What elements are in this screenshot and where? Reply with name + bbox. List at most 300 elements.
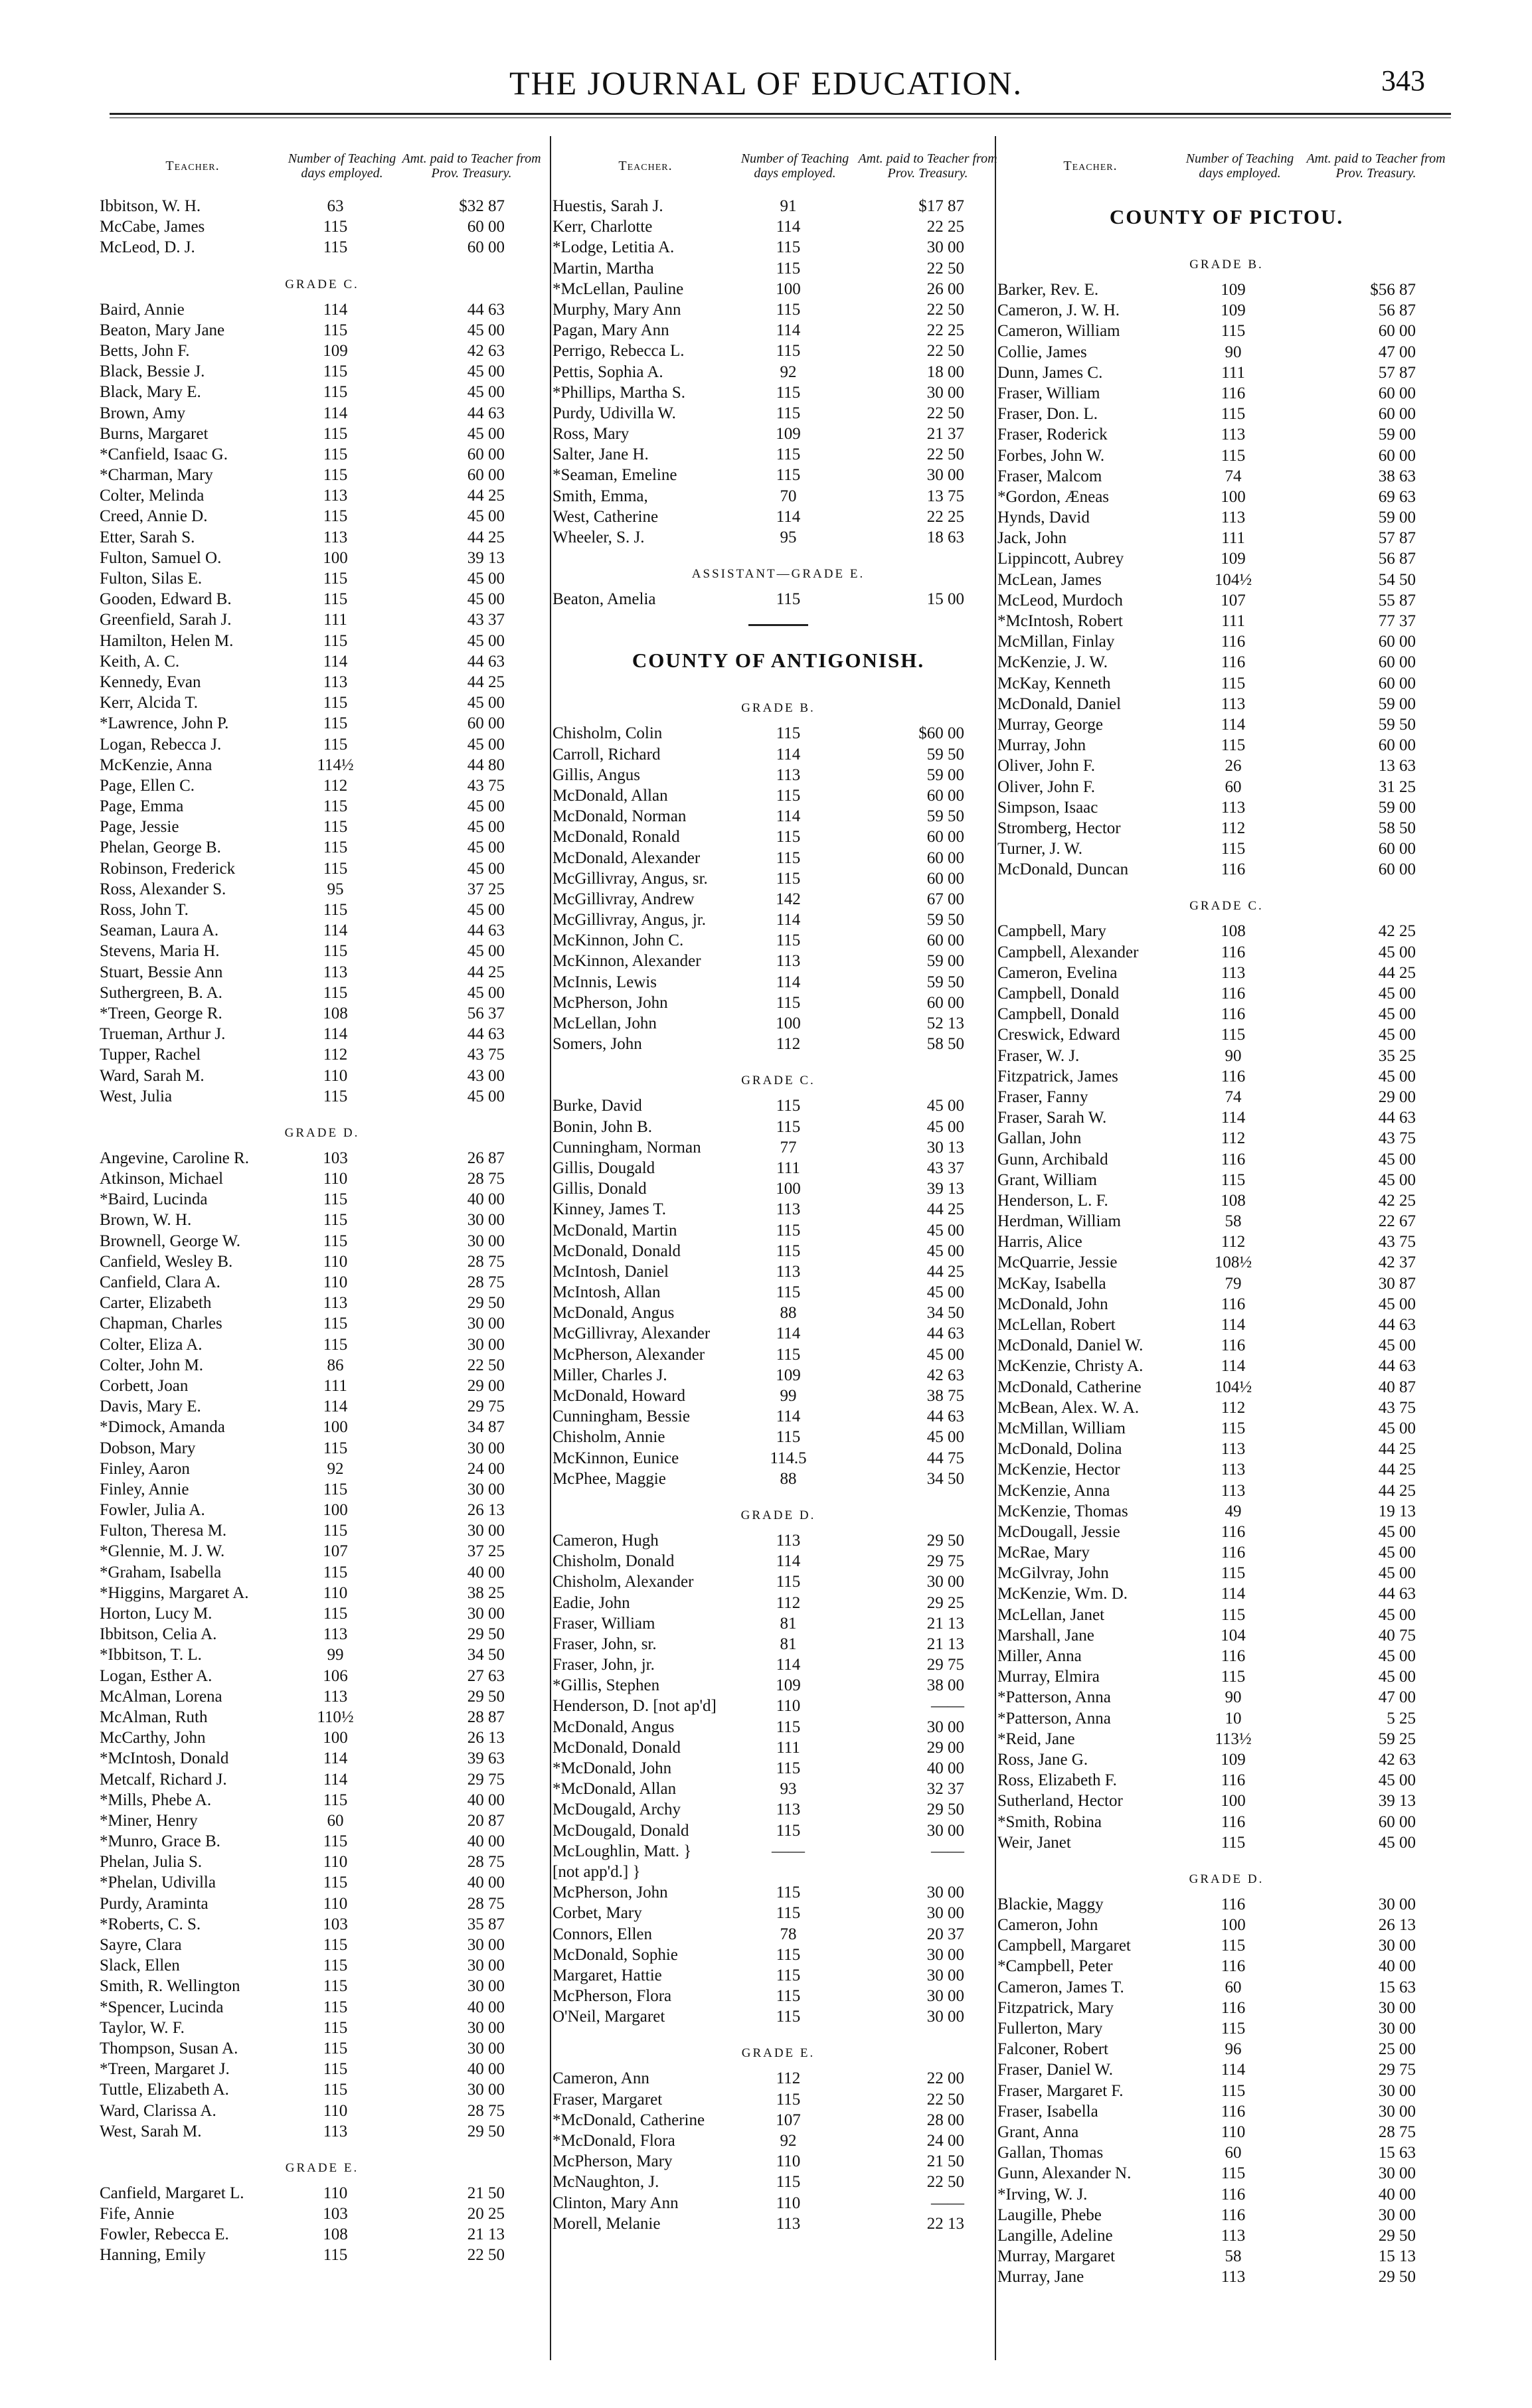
teaching-days: 88 [780, 1469, 797, 1488]
amount-paid: 37 25 [467, 880, 505, 898]
table-row [100, 1355, 545, 1376]
amount-paid: 29 00 [467, 1376, 505, 1395]
amount-paid: 45 00 [1378, 1564, 1416, 1583]
teaching-days: 114 [776, 1324, 801, 1343]
amount-paid: 40 00 [1378, 2185, 1416, 2204]
teaching-days: 111 [1221, 612, 1245, 630]
table-row [997, 611, 1456, 631]
amount-paid: 21 50 [926, 2152, 964, 2171]
table-row [100, 755, 545, 775]
amount-paid: 45 00 [1378, 1150, 1416, 1168]
table-row [997, 570, 1456, 590]
amount-paid: 44 25 [1378, 963, 1416, 982]
amount-paid: 22 25 [926, 507, 964, 526]
table-row [997, 1605, 1456, 1625]
table-row [997, 2122, 1456, 2142]
teacher-name: McKinnon, John C. [553, 931, 684, 950]
table-row [100, 2079, 545, 2100]
teaching-days: 99 [780, 1387, 797, 1405]
teaching-days: 100 [323, 548, 348, 567]
teacher-name: Campbell, Alexander [997, 943, 1139, 961]
amount-paid: 30 00 [926, 1821, 964, 1840]
table-row [997, 1563, 1456, 1583]
teaching-days: 114 [776, 507, 801, 526]
teacher-name: Etter, Sarah S. [100, 528, 195, 546]
teacher-name: Metcalf, Richard J. [100, 1770, 227, 1789]
teaching-days: 115 [323, 362, 348, 381]
table-row [100, 1334, 545, 1355]
amount-paid: 40 00 [467, 1998, 505, 2016]
teaching-days: 74 [1225, 467, 1242, 485]
teaching-days: 74 [1225, 1087, 1242, 1106]
table-row [553, 889, 1004, 910]
table-row [100, 692, 545, 713]
teaching-days: 115 [1221, 736, 1246, 755]
amount-paid: —— [931, 1842, 964, 1860]
amount-paid: 45 00 [467, 507, 505, 526]
amount-paid: —— [931, 2194, 964, 2212]
table-row [100, 237, 545, 258]
amount-paid: 45 00 [1378, 1522, 1416, 1541]
amount-paid: 45 00 [1378, 1067, 1416, 1085]
teaching-days: 115 [323, 2060, 348, 2079]
table-row [553, 2213, 1004, 2234]
table-row [100, 2038, 545, 2059]
teaching-days: 113 [1221, 1481, 1246, 1500]
amount-paid: 60 00 [1378, 1812, 1416, 1831]
teaching-days: 115 [1221, 322, 1246, 341]
teacher-name: McKenzie, Christy A. [997, 1357, 1144, 1376]
table-row [997, 1149, 1456, 1170]
teaching-days: 116 [1221, 653, 1246, 672]
teaching-days: 113 [1221, 509, 1246, 527]
teacher-name: McKinnon, Alexander [553, 952, 701, 971]
amount-paid: 45 00 [467, 942, 505, 961]
teaching-days: 113 [323, 2122, 348, 2140]
teaching-days: 116 [1221, 2206, 1246, 2224]
amount-paid: 29 75 [926, 1552, 964, 1571]
amount-paid: 59 25 [1378, 1729, 1416, 1748]
amount-paid: 43 00 [467, 1066, 505, 1085]
teaching-days [758, 1862, 818, 1882]
teaching-days: 115 [776, 993, 801, 1012]
teacher-name: McPherson, Alexander [553, 1345, 705, 1364]
teacher-name: Finley, Annie [100, 1480, 189, 1498]
teacher-name: Morell, Melanie [553, 2214, 661, 2233]
table-row [997, 1170, 1456, 1190]
table-row [100, 485, 545, 506]
amount-paid: 30 00 [926, 1904, 964, 1923]
teaching-days: 114 [323, 404, 348, 422]
table-row [100, 2224, 545, 2245]
table-row [997, 2246, 1456, 2267]
teaching-days: 107 [776, 2111, 801, 2129]
teaching-days: 58 [1225, 2247, 1242, 2266]
teacher-name: Fulton, Theresa M. [100, 1522, 227, 1540]
teaching-days: 115 [323, 1190, 348, 1209]
teacher-name: Murray, Elmira [997, 1668, 1100, 1686]
teaching-days: 81 [780, 1614, 797, 1633]
teaching-days: 113 [1221, 2226, 1246, 2245]
teacher-name: Ross, Mary [553, 425, 630, 443]
teaching-days: 91 [780, 197, 797, 215]
teaching-days: 115 [323, 631, 348, 650]
teacher-name: McDonald, Sophie [553, 1945, 678, 1964]
teaching-days: 115 [776, 238, 801, 257]
table-row [100, 1459, 545, 1479]
teacher-name: *Seaman, Emeline [553, 466, 677, 485]
teacher-name: McLeod, Murdoch [997, 591, 1123, 609]
amount-paid: 45 00 [1378, 1647, 1416, 1665]
table-row [553, 848, 1004, 868]
amount-paid: 26 87 [467, 1149, 505, 1167]
teaching-days: 90 [1225, 1046, 1242, 1065]
teacher-name: *Charman, Mary [100, 466, 213, 485]
teaching-days: 115 [1221, 840, 1246, 858]
teaching-days: 115 [323, 714, 348, 733]
teaching-days: 115 [323, 1522, 348, 1540]
teacher-name: Ward, Sarah M. [100, 1066, 205, 1085]
table-row [997, 445, 1456, 466]
teacher-name: Page, Jessie [100, 818, 179, 837]
table-row [100, 1645, 545, 1665]
table-row [100, 900, 545, 920]
teacher-name: Smith, R. Wellington [100, 1977, 240, 1996]
teaching-days: 113 [323, 1687, 348, 1706]
table-row [100, 1769, 545, 1790]
amount-paid: 59 50 [1378, 715, 1416, 734]
amount-paid: 30 00 [926, 238, 964, 257]
table-row [100, 1583, 545, 1603]
table-row [553, 258, 1004, 279]
teaching-days: 115 [776, 724, 801, 743]
teaching-days: 113 [1221, 2268, 1246, 2287]
table-row [553, 785, 1004, 806]
table-row [997, 1398, 1456, 1418]
teacher-name: Laugille, Phebe [997, 2206, 1102, 2224]
teaching-days: 113 [323, 963, 348, 981]
teaching-days: 100 [1221, 1792, 1246, 1810]
amount-paid: 39 13 [926, 1180, 964, 1198]
teaching-days: 115 [776, 1097, 801, 1115]
teacher-name: Fitzpatrick, Mary [997, 1998, 1114, 2017]
table-row [100, 1831, 545, 1852]
table-row [100, 1044, 545, 1065]
amount-paid: 38 63 [1378, 467, 1416, 485]
teaching-days: 115 [776, 404, 801, 422]
teacher-name: Fraser, W. J. [997, 1046, 1080, 1065]
teaching-days: 108 [323, 1004, 348, 1022]
teacher-name: Thompson, Susan A. [100, 2039, 238, 2057]
teaching-days: 93 [780, 1780, 797, 1799]
teacher-name: Martin, Martha [553, 259, 654, 278]
table-row [100, 2121, 545, 2142]
amount-paid: 60 00 [467, 218, 505, 236]
teaching-days: 100 [776, 1180, 801, 1198]
teaching-days: 103 [323, 1149, 348, 1167]
teacher-name: Campbell, Donald [997, 1005, 1120, 1024]
teaching-days: 115 [776, 1242, 801, 1260]
teaching-days: 111 [323, 611, 347, 629]
teacher-name: Murray, George [997, 715, 1103, 734]
teaching-days: 114 [776, 745, 801, 763]
teacher-name: McDonald, Catherine [997, 1378, 1142, 1396]
teacher-name: Kerr, Charlotte [553, 218, 653, 236]
teacher-name: McDougald, Donald [553, 1821, 689, 1840]
teacher-name: *Gordon, Æneas [997, 487, 1110, 506]
teacher-name: Kennedy, Evan [100, 673, 201, 691]
teacher-name: Ibbitson, Celia A. [100, 1625, 217, 1644]
teacher-name: McBean, Alex. W. A. [997, 1398, 1140, 1417]
amount-paid: 30 00 [467, 1522, 505, 1540]
amount-paid: 47 00 [1378, 1688, 1416, 1707]
table-row [553, 444, 1004, 465]
teacher-name: McDonald, Alexander [553, 848, 701, 867]
header-teacher: Teacher. [165, 159, 220, 173]
amount-paid: 47 00 [1378, 343, 1416, 361]
teacher-name: Chisholm, Alexander [553, 1573, 694, 1591]
header-teacher: Teacher. [618, 159, 673, 173]
amount-paid: 59 00 [1378, 694, 1416, 713]
table-row [100, 320, 545, 341]
teacher-name: Pettis, Sophia A. [553, 362, 663, 381]
teaching-days: 115 [776, 2008, 801, 2026]
teacher-name: Chapman, Charles [100, 1315, 222, 1333]
teaching-days: 114 [776, 1407, 801, 1426]
table-row [100, 1790, 545, 1810]
teacher-name: Grant, William [997, 1170, 1097, 1189]
amount-paid: 60 00 [1378, 384, 1416, 402]
table-row [997, 797, 1456, 818]
teacher-name: *McDonald, Allan [553, 1780, 677, 1799]
teacher-name: McDonald, Duncan [997, 860, 1129, 879]
table-row [553, 1220, 1004, 1241]
table-row [553, 951, 1004, 971]
teaching-days: 115 [776, 1428, 801, 1447]
amount-paid: 30 00 [467, 2081, 505, 2099]
table-row [553, 1675, 1004, 1696]
teaching-days: 115 [776, 1966, 801, 1984]
header-teacher: Teacher. [1063, 159, 1118, 173]
table-row [553, 196, 1004, 216]
teaching-days: 60 [1225, 777, 1242, 796]
table-row [100, 1707, 545, 1727]
table-row [553, 1137, 1004, 1158]
amount-paid: 18 63 [926, 528, 964, 546]
teacher-name: Logan, Esther A. [100, 1666, 213, 1685]
table-row [100, 1520, 545, 1541]
table-row [997, 1956, 1456, 1976]
table-row [997, 1749, 1456, 1770]
amount-paid: 60 00 [1378, 322, 1416, 341]
amount-paid: —— [931, 1697, 964, 1716]
teacher-name: Beaton, Mary Jane [100, 321, 225, 339]
table-row [997, 507, 1456, 528]
teaching-days: 115 [323, 2018, 348, 2037]
table-row [997, 1894, 1456, 1915]
table-row [997, 2163, 1456, 2184]
amount-paid: 45 00 [467, 362, 505, 381]
amount-paid: 45 00 [467, 818, 505, 837]
teaching-days: 115 [323, 2081, 348, 2099]
teaching-days: 114 [323, 1749, 348, 1768]
teacher-name: McGillivray, Angus, jr. [553, 911, 707, 929]
table-row [553, 2068, 1004, 2089]
teaching-days: 114 [776, 807, 801, 826]
amount-paid: 44 63 [467, 922, 505, 940]
amount-paid: 21 13 [926, 1635, 964, 1653]
teaching-days: 116 [1221, 1647, 1246, 1665]
table-row [100, 2183, 545, 2204]
amount-paid: 32 37 [926, 1780, 964, 1799]
teaching-days: 115 [1221, 1668, 1246, 1686]
teaching-days: 112 [1221, 1129, 1246, 1148]
teaching-days: 114 [323, 1398, 348, 1416]
amount-paid: 40 00 [467, 1874, 505, 1892]
table-row [997, 1977, 1456, 1998]
teaching-days: 110 [323, 2184, 348, 2202]
amount-paid: 57 87 [1378, 529, 1416, 548]
table-row [100, 1686, 545, 1707]
teacher-name: Bonin, John B. [553, 1117, 653, 1136]
teacher-name: Murray, Jane [997, 2268, 1084, 2287]
table-row [997, 631, 1456, 652]
table-row [997, 1770, 1456, 1791]
table-row [997, 1107, 1456, 1128]
teacher-name: Cunningham, Bessie [553, 1407, 690, 1426]
table-row [100, 548, 545, 568]
table-row [997, 2039, 1456, 2059]
teaching-days: 109 [1221, 550, 1246, 568]
table-row [553, 1158, 1004, 1178]
amount-paid: 38 75 [926, 1387, 964, 1405]
amount-paid: 59 50 [926, 911, 964, 929]
teacher-name: *Treen, Margaret J. [100, 2060, 230, 2079]
teaching-days: 114 [323, 652, 348, 671]
amount-paid: $56 87 [1370, 281, 1416, 299]
teaching-days: 63 [327, 197, 344, 215]
teaching-days: 110 [776, 2152, 801, 2171]
table-row [100, 1189, 545, 1210]
amount-paid: 34 87 [467, 1418, 505, 1437]
teacher-name: Cameron, Ann [553, 2069, 649, 2088]
teacher-name: McLoughlin, Matt. } [553, 1842, 692, 1860]
teacher-name: Gunn, Archibald [997, 1150, 1108, 1168]
amount-paid: 56 87 [1378, 301, 1416, 320]
table-row [100, 1914, 545, 1935]
amount-paid: 29 50 [467, 1294, 505, 1313]
table-row [553, 1799, 1004, 1820]
teaching-days: 115 [323, 1874, 348, 1892]
teaching-days: 114 [323, 1770, 348, 1789]
table-row [100, 631, 545, 651]
teaching-days: 10 [1225, 1709, 1242, 1727]
teaching-days: 115 [323, 1232, 348, 1250]
amount-paid: 45 00 [467, 424, 505, 443]
teacher-name: Hynds, David [997, 509, 1090, 527]
teaching-days: 115 [323, 1977, 348, 1996]
amount-paid: 29 75 [467, 1770, 505, 1789]
table-row [553, 589, 1004, 609]
teaching-days: 115 [1221, 2164, 1246, 2183]
table-row [997, 2018, 1456, 2039]
teacher-name: McLellan, Robert [997, 1316, 1116, 1334]
table-row [553, 1696, 1004, 1716]
teaching-days: 77 [780, 1138, 797, 1157]
teacher-name: *Glennie, M. J. W. [100, 1542, 225, 1561]
teaching-days: 110 [1221, 2123, 1246, 2141]
table-row [553, 2172, 1004, 2192]
teaching-days: 109 [323, 341, 348, 360]
column-middle [553, 136, 1004, 2367]
amount-paid: 44 63 [1378, 1357, 1416, 1376]
teacher-name: McKenzie, Hector [997, 1461, 1120, 1479]
column-header [553, 136, 1004, 196]
amount-paid: 55 87 [1378, 591, 1416, 609]
teacher-name: West, Catherine [553, 507, 659, 526]
teacher-name: *Phillips, Martha S. [553, 383, 686, 402]
teacher-name: *Graham, Isabella [100, 1563, 222, 1581]
teacher-name: Cameron, James T. [997, 1978, 1124, 1996]
teacher-name: Fowler, Rebecca E. [100, 2225, 229, 2244]
teaching-days: 115 [323, 694, 348, 712]
teacher-name: McDonald, Dolina [997, 1440, 1122, 1459]
teacher-name: McPherson, Flora [553, 1987, 672, 2006]
teaching-days: 115 [776, 1117, 801, 1136]
teacher-name: Dobson, Mary [100, 1439, 196, 1457]
table-row [100, 1148, 545, 1168]
teacher-name: Cameron, Evelina [997, 963, 1118, 982]
table-row [553, 1117, 1004, 1137]
table-row [997, 466, 1456, 487]
teacher-name: Davis, Mary E. [100, 1398, 201, 1416]
teacher-name: Atkinson, Michael [100, 1170, 224, 1188]
teacher-name: McPhee, Maggie [553, 1469, 666, 1488]
teacher-name: *Spencer, Lucinda [100, 1998, 224, 2016]
teaching-days: 113 [776, 1531, 801, 1550]
amount-paid: 22 00 [926, 2069, 964, 2088]
teacher-name: *Lodge, Letitia A. [553, 238, 675, 257]
teaching-days: 116 [1221, 1812, 1246, 1831]
teacher-name: [not app'd.] } [553, 1862, 641, 1881]
teacher-name: Colter, John M. [100, 1356, 203, 1374]
teacher-name: *Phelan, Udivilla [100, 1874, 216, 1892]
teaching-days: 115 [776, 1221, 801, 1240]
amount-paid: 28 75 [467, 1252, 505, 1271]
amount-paid: 44 25 [1378, 1461, 1416, 1479]
teacher-name: Seaman, Laura A. [100, 922, 219, 940]
teaching-days: 116 [1221, 1336, 1246, 1355]
amount-paid: 39 13 [1378, 1792, 1416, 1810]
amount-paid: 43 37 [926, 1159, 964, 1177]
teacher-name: Fraser, William [553, 1614, 655, 1633]
teacher-name: Simpson, Isaac [997, 798, 1098, 817]
teacher-name: McLean, James [997, 570, 1102, 589]
teaching-days: 115 [323, 983, 348, 1002]
teaching-days: 112 [1221, 819, 1246, 837]
amount-paid: 60 00 [467, 466, 505, 485]
teacher-name: Marshall, Jane [997, 1626, 1094, 1645]
teacher-name: Oliver, John F. [997, 777, 1095, 796]
county-heading: COUNTY OF PICTOU. [1109, 205, 1344, 228]
teacher-name: Tupper, Rachel [100, 1046, 201, 1064]
amount-paid: 60 00 [467, 238, 505, 257]
teacher-name: McGillivray, Andrew [553, 890, 695, 908]
table-row [997, 1439, 1456, 1459]
teaching-days: 115 [1221, 405, 1246, 424]
teaching-days: 92 [780, 362, 797, 381]
table-row [100, 1500, 545, 1520]
